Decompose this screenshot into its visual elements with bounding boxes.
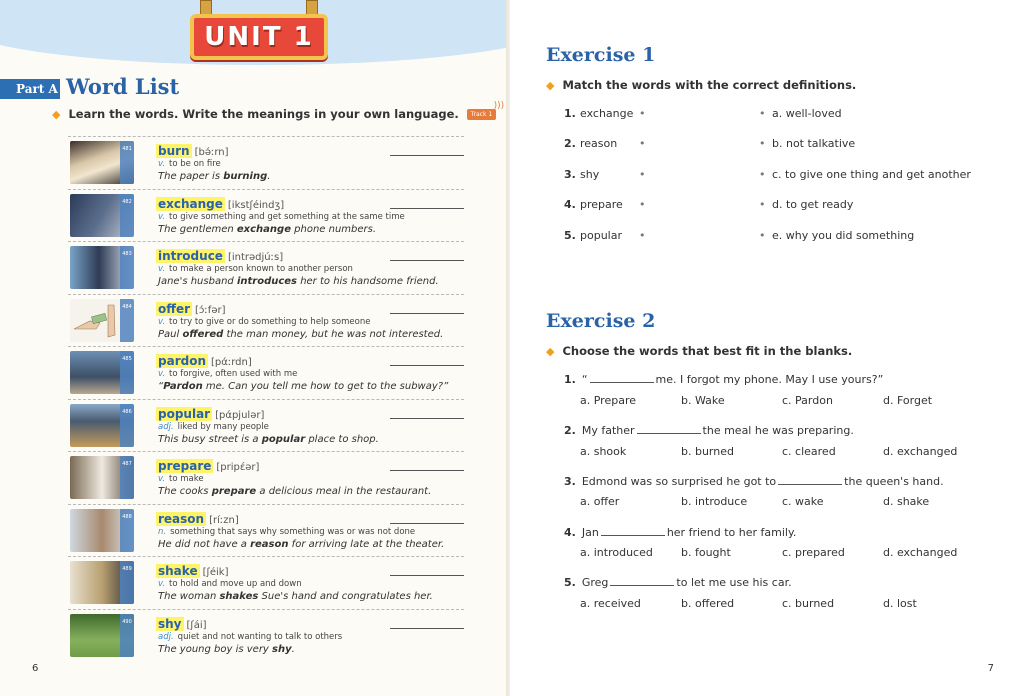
entry-pronunciation: [intrədjúːs]	[227, 252, 284, 263]
instruction-text: Match the words with the correct definitions.	[562, 78, 857, 92]
left-page	[0, 0, 510, 696]
entry-part-of-speech: v.	[158, 316, 166, 327]
handshake-photo	[70, 561, 134, 604]
exercise2-title: Exercise 2	[546, 310, 656, 332]
question-text-before: “	[581, 373, 588, 386]
example-headword: popular	[261, 433, 306, 445]
entry-number: 486	[120, 404, 134, 447]
entry-number: 488	[120, 509, 134, 552]
option[interactable]: c. prepared	[782, 546, 845, 559]
answer-options	[580, 597, 980, 613]
match-dot-right[interactable]: •	[759, 229, 766, 242]
match-number: 2.	[564, 137, 576, 150]
option[interactable]: c. cleared	[782, 445, 836, 458]
match-dot-left[interactable]: •	[639, 107, 646, 120]
introduction-photo	[70, 246, 134, 289]
entry-pronunciation: [pripέər]	[216, 462, 260, 473]
busy-street-photo	[70, 404, 134, 447]
example-headword: reason	[250, 538, 289, 550]
meaning-write-line[interactable]	[390, 313, 464, 314]
entry-number: 482	[120, 194, 134, 237]
meaning-write-line[interactable]	[390, 155, 464, 156]
answer-blank[interactable]	[778, 475, 842, 485]
example-headword: prepare	[211, 486, 257, 497]
entry-pronunciation: [ʃái]	[186, 619, 207, 631]
option[interactable]: d. exchanged	[883, 445, 958, 458]
shy-boy-photo	[70, 614, 134, 657]
example-headword: introduces	[236, 276, 298, 287]
diamond-bullet-icon: ◆	[52, 107, 61, 121]
option[interactable]: b. introduce	[681, 495, 748, 508]
option[interactable]: c. burned	[782, 597, 835, 610]
question	[564, 576, 792, 589]
meaning-write-line[interactable]	[390, 418, 464, 419]
answer-blank[interactable]	[610, 576, 674, 586]
entry-pronunciation: [pάːrdn]	[210, 357, 252, 368]
entry-definition: to forgive, often used with me	[169, 369, 298, 379]
meaning-write-line[interactable]	[390, 470, 464, 471]
word-list-instruction	[52, 100, 505, 121]
answer-blank[interactable]	[637, 424, 701, 434]
entry-word: prepare	[158, 459, 212, 473]
meaning-write-line[interactable]	[390, 260, 464, 261]
match-number: 5.	[564, 229, 576, 242]
word-entry	[68, 241, 464, 294]
exercise2-instruction	[546, 344, 852, 358]
question-text-before: Greg	[581, 576, 609, 589]
question-number: 4.	[564, 526, 576, 539]
question	[564, 526, 796, 539]
match-definition: a. well-loved	[772, 107, 842, 120]
word-entry	[68, 556, 464, 609]
option[interactable]: a. introduced	[580, 546, 653, 559]
match-definition: c. to give one thing and get another	[772, 168, 971, 181]
burning-paper-photo	[70, 141, 134, 184]
question-number: 2.	[564, 424, 576, 437]
track-label: Track 1	[470, 110, 493, 118]
option[interactable]: a. received	[580, 597, 641, 610]
meaning-write-line[interactable]	[390, 523, 464, 524]
question	[564, 373, 883, 386]
answer-options	[580, 495, 980, 511]
match-definition: b. not talkative	[772, 137, 856, 150]
entry-pronunciation: [ikstʃéindʒ]	[227, 199, 285, 211]
question-number: 3.	[564, 475, 576, 488]
entry-pronunciation: [ɔ́ːfər]	[195, 304, 226, 316]
entry-part-of-speech: v.	[158, 159, 166, 169]
word-entry	[68, 346, 464, 399]
word-entry	[68, 399, 464, 452]
option[interactable]: b. offered	[681, 597, 735, 610]
question-number: 5.	[564, 576, 576, 589]
page-number-left: 6	[32, 663, 39, 674]
word-entry	[68, 451, 464, 504]
entry-word: introduce	[158, 249, 223, 263]
match-dot-right[interactable]: •	[759, 168, 766, 181]
word-entry	[68, 189, 464, 242]
answer-options	[580, 394, 980, 410]
question-text-after: the queen's hand.	[844, 475, 944, 488]
entry-part-of-speech: adj.	[158, 631, 174, 642]
question-text-before: My father	[581, 424, 635, 437]
entry-word: pardon	[158, 354, 206, 368]
option[interactable]: b. burned	[681, 445, 734, 458]
question-text-after: me. I forgot my phone. May I use yours?”	[655, 373, 884, 386]
audio-wave-icon: )))	[493, 100, 505, 111]
entry-example: The paper is burning.	[158, 171, 271, 182]
entry-number: 489	[120, 561, 134, 604]
man-on-phone-photo	[70, 509, 134, 552]
entry-number: 484	[120, 299, 134, 342]
option[interactable]: d. exchanged	[883, 546, 958, 559]
match-row	[564, 198, 984, 214]
option[interactable]: d. Forget	[883, 394, 933, 407]
option[interactable]: a. offer	[580, 495, 620, 508]
match-definition: e. why you did something	[772, 229, 915, 242]
entry-definition: liked by many people	[177, 421, 269, 432]
match-word: exchange	[580, 107, 634, 120]
question-text-after: her friend to her family.	[666, 526, 797, 539]
section-title: Word List	[66, 74, 180, 99]
match-row	[564, 229, 984, 245]
entry-definition: to be on fire	[169, 159, 221, 169]
entry-definition: quiet and not wanting to talk to others	[177, 631, 343, 642]
match-word: shy	[580, 168, 600, 181]
example-headword: Pardon	[163, 381, 203, 392]
entry-definition: to hold and move up and down	[169, 579, 302, 589]
page-number-right: 7	[987, 663, 994, 674]
option[interactable]: c. Pardon	[782, 394, 833, 407]
entry-part-of-speech: v.	[158, 264, 166, 274]
entry-pronunciation: [bə́ːrn]	[194, 147, 229, 158]
exercise1-instruction	[546, 78, 856, 92]
meaning-write-line[interactable]	[390, 575, 464, 576]
entry-example: “Pardon me. Can you tell me how to get to the subway?”	[158, 381, 449, 392]
entry-number: 487	[120, 456, 134, 499]
option[interactable]: d. shake	[883, 495, 930, 508]
entry-number: 490	[120, 614, 134, 657]
entry-example: He did not have a reason for arriving late at the theater.	[158, 538, 445, 550]
question-number: 1.	[564, 373, 576, 386]
money-offer-photo	[70, 299, 134, 342]
option[interactable]: c. wake	[782, 495, 824, 508]
unit-title: UNIT 1	[204, 22, 314, 52]
exercise1-title: Exercise 1	[546, 44, 656, 66]
question-text-after: to let me use his car.	[676, 576, 792, 589]
match-dot-left[interactable]: •	[639, 198, 646, 211]
right-page	[510, 0, 1024, 696]
match-dot-left[interactable]: •	[639, 168, 646, 181]
entry-definition: to try to give or do something to help someone	[169, 316, 371, 327]
entry-number: 483	[120, 246, 134, 289]
match-row	[564, 168, 984, 184]
diamond-bullet-icon: ◆	[546, 344, 555, 358]
example-headword: offered	[182, 328, 224, 340]
question	[564, 424, 854, 437]
business-exchange-photo	[70, 194, 134, 237]
entry-part-of-speech: adj.	[158, 421, 174, 432]
entry-example: The young boy is very shy.	[158, 643, 295, 655]
entry-word: shake	[158, 564, 198, 578]
option[interactable]: b. Wake	[681, 394, 725, 407]
question-text-before: Edmond was so surprised he got to	[581, 475, 777, 488]
option[interactable]: b. fought	[681, 546, 731, 559]
entry-part-of-speech: v.	[158, 579, 166, 589]
option[interactable]: a. shook	[580, 445, 627, 458]
option[interactable]: d. lost	[883, 597, 917, 610]
example-headword: exchange	[236, 223, 291, 235]
part-label: Part A	[0, 79, 60, 99]
entry-example: Jane's husband introduces her to his handsome friend.	[158, 276, 439, 287]
entry-example: The cooks prepare a delicious meal in the restaurant.	[158, 486, 432, 497]
word-entries-list	[68, 136, 464, 661]
cooks-photo	[70, 456, 134, 499]
match-word: popular	[580, 229, 622, 242]
hand-money-illustration	[70, 299, 120, 342]
entry-word: burn	[158, 144, 190, 158]
entry-pronunciation: [ríːzn]	[209, 514, 239, 526]
meaning-write-line[interactable]	[390, 208, 464, 209]
audio-track-button[interactable]	[467, 100, 505, 120]
entry-part-of-speech: v.	[158, 474, 166, 484]
word-entry	[68, 609, 464, 662]
option[interactable]: a. Prepare	[580, 394, 636, 407]
match-definition: d. to get ready	[772, 198, 854, 211]
entry-example: This busy street is a popular place to shop.	[158, 433, 379, 445]
entry-word: offer	[158, 301, 191, 316]
match-dot-right[interactable]: •	[759, 107, 766, 120]
example-headword: burning	[223, 171, 268, 182]
example-headword: shy	[272, 643, 292, 655]
entry-definition: to give something and get something at the same time	[169, 211, 405, 222]
entry-part-of-speech: v.	[158, 369, 166, 379]
match-dot-left[interactable]: •	[639, 229, 646, 242]
entry-definition: to make	[169, 474, 204, 484]
entry-pronunciation: [ʃéik]	[202, 567, 229, 578]
question-text-before: Jan	[581, 526, 599, 539]
match-dot-left[interactable]: •	[639, 137, 646, 150]
example-headword: shakes	[219, 591, 259, 602]
word-entry	[68, 136, 464, 189]
match-number: 1.	[564, 107, 576, 120]
entry-example: Paul offered the man money, but he was not interested.	[158, 328, 444, 340]
diamond-bullet-icon: ◆	[546, 78, 555, 92]
meaning-write-line[interactable]	[390, 365, 464, 366]
word-entry	[68, 294, 464, 347]
entry-part-of-speech: n.	[158, 526, 167, 537]
entry-example: The woman shakes Sue's hand and congratulates her.	[158, 591, 433, 602]
match-dot-right[interactable]: •	[759, 198, 766, 211]
match-row	[564, 137, 984, 153]
entry-word: exchange	[158, 196, 223, 211]
instruction-text: Learn the words. Write the meanings in your own language.	[68, 107, 459, 121]
match-dot-right[interactable]: •	[759, 137, 766, 150]
asking-directions-photo	[70, 351, 134, 394]
entry-number: 481	[120, 141, 134, 184]
entry-word: reason	[158, 511, 205, 526]
instruction-text: Choose the words that best fit in the blanks.	[562, 344, 853, 358]
entry-definition: something that says why something was or was not done	[170, 526, 416, 537]
word-entry	[68, 504, 464, 557]
answer-options	[580, 546, 980, 562]
answer-blank[interactable]	[601, 526, 665, 536]
question-text-after: the meal he was preparing.	[702, 424, 854, 437]
entry-word: shy	[158, 616, 182, 631]
entry-number: 485	[120, 351, 134, 394]
unit-banner	[190, 14, 328, 60]
entry-part-of-speech: v.	[158, 211, 166, 222]
meaning-write-line[interactable]	[390, 628, 464, 629]
entry-definition: to make a person known to another person	[169, 264, 353, 274]
question	[564, 475, 944, 488]
match-word: prepare	[580, 198, 623, 211]
match-number: 3.	[564, 168, 576, 181]
answer-blank[interactable]	[590, 373, 654, 383]
match-row	[564, 107, 984, 123]
answer-options	[580, 445, 980, 461]
match-word: reason	[580, 137, 618, 150]
entry-word: popular	[158, 406, 211, 421]
entry-example: The gentlemen exchange phone numbers.	[158, 223, 377, 235]
entry-pronunciation: [pάpjulər]	[215, 409, 265, 421]
match-number: 4.	[564, 198, 576, 211]
